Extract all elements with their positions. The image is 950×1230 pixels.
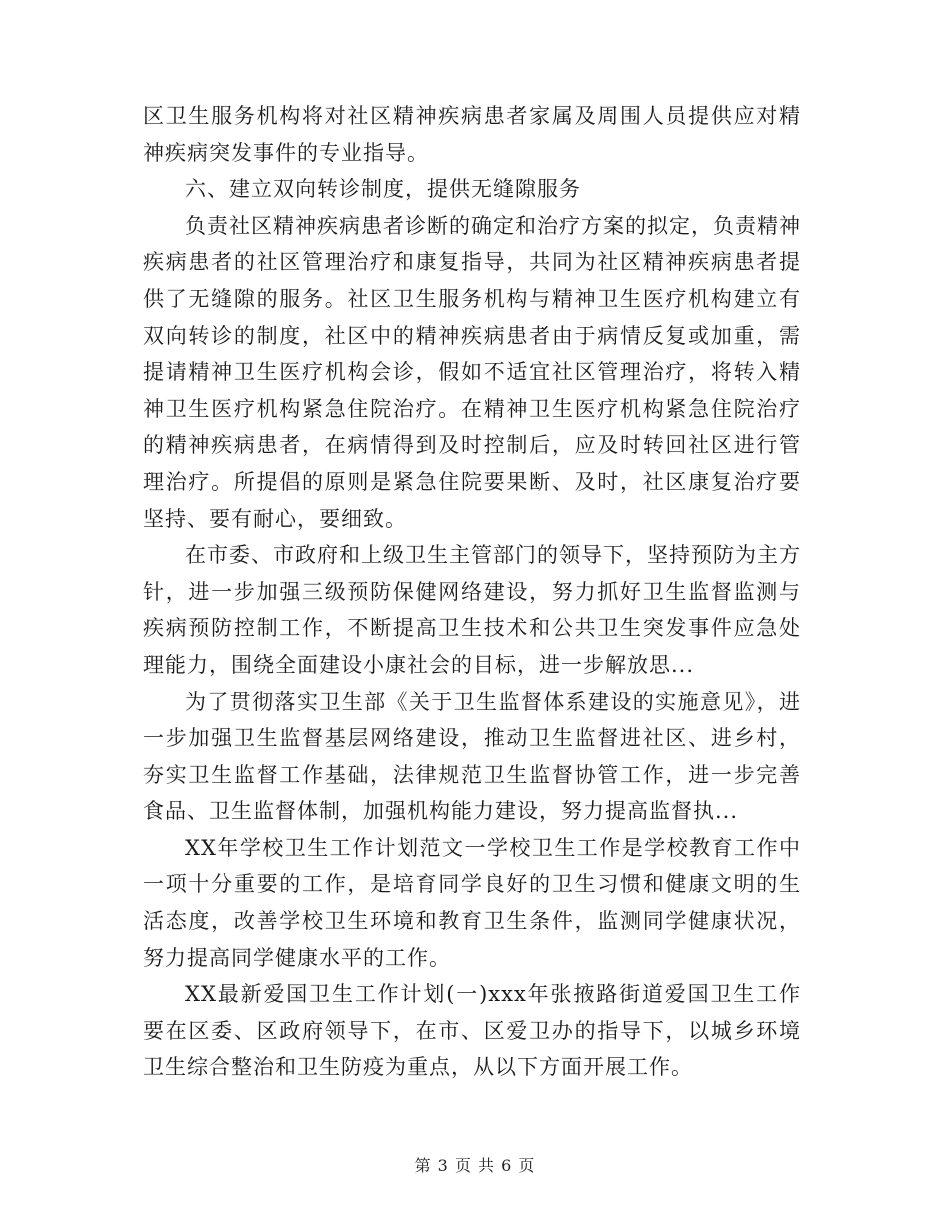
page-number-footer: 第 3 页 共 6 页 <box>414 1156 536 1175</box>
paragraph-supervision: 为了贯彻落实卫生部《关于卫生监督体系建设的实施意见》，进一步加强卫生监督基层网络建设，推动卫生监督进社区、进乡村，夯实卫生监督工作基础，法律规范卫生监督协管工作，进一步完善食品、卫生监督体制，加强机构能力建设，努力提高监督执... <box>143 689 801 824</box>
paragraph-continuation: 区卫生服务机构将对社区精神疾病患者家属及周围人员提供应对精神疾病突发事件的专业指导。 <box>143 104 801 165</box>
paragraph-patriotic-plan: XX最新爱国卫生工作计划(一)xxx年张掖路街道爱国卫生工作要在区委、区政府领导下，在市、区爱卫办的指导下，以城乡环境卫生综合整治和卫生防疫为重点，从以下方面开展工作。 <box>143 982 801 1080</box>
section-heading: 六、建立双向转诊制度，提供无缝隙服务 <box>185 177 581 202</box>
paragraph-school-plan: XX年学校卫生工作计划范文一学校卫生工作是学校教育工作中一项十分重要的工作，是培育同学良好的卫生习惯和健康文明的生活态度，改善学校卫生环境和教育卫生条件，监测同学健康状况，努力提高同学健康水平的工作。 <box>143 835 801 970</box>
paragraph-referral: 负责社区精神疾病患者诊断的确定和治疗方案的拟定，负责精神疾病患者的社区管理治疗和康复指导，共同为社区精神疾病患者提供了无缝隙的服务。社区卫生服务机构与精神卫生医疗机构建立有双向转诊的制度，社区中的精神疾病患者由于病情反复或加重，需提请精神卫生医疗机构会诊，假如不适宜社区管理治疗，将转入精神卫生医疗机构紧急住院治疗。在精神卫生医疗机构紧急住院治疗的精神疾病患者，在病情得到及时控制后，应及时转回社区进行管理治疗。所提倡的原则是紧急住院要果断、及时，社区康复治疗要坚持、要有耐心，要细致。 <box>143 213 801 531</box>
document-body <box>143 98 801 1086</box>
paragraph-prevention: 在市委、市政府和上级卫生主管部门的领导下，坚持预防为主方针，进一步加强三级预防保健网络建设，努力抓好卫生监督监测与疾病预防控制工作，不断提高卫生技术和公共卫生突发事件应急处理能力，围绕全面建设小康社会的目标，进一步解放思... <box>143 543 801 677</box>
